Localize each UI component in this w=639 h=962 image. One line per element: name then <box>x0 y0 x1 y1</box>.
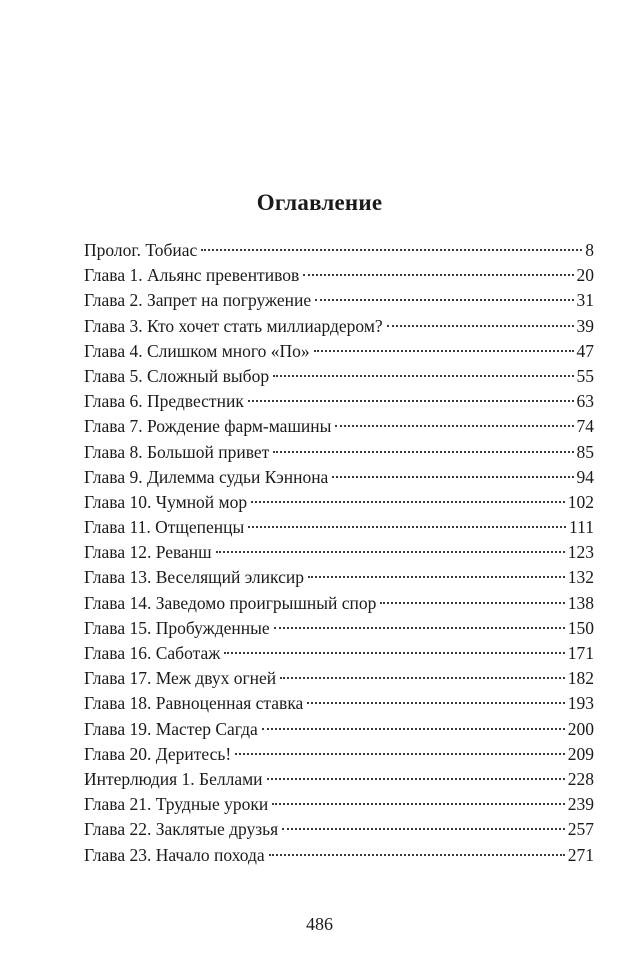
toc-entry-page: 8 <box>585 240 594 260</box>
toc-entry-page: 123 <box>567 542 594 563</box>
toc-entry-title: Глава 9. Дилемма судьи Кэннона <box>84 466 329 487</box>
dot-leader <box>235 753 565 755</box>
toc-entry <box>84 641 594 666</box>
dot-leader <box>262 728 565 730</box>
toc-entry <box>84 414 594 439</box>
toc-entry <box>84 339 594 364</box>
toc-entry <box>84 591 594 616</box>
toc-entry-title: Глава 2. Запрет на погружение <box>84 290 312 311</box>
dot-leader <box>307 702 564 704</box>
page-title: Оглавление <box>256 190 383 215</box>
toc-entry <box>84 490 594 515</box>
dot-leader <box>267 778 565 780</box>
toc-entry-page: 171 <box>567 643 594 663</box>
toc-entry-page: 31 <box>576 290 594 311</box>
toc-entry-page: 193 <box>567 693 594 714</box>
toc-entry-title: Глава 11. Отщепенцы <box>84 517 245 538</box>
dot-leader <box>314 350 574 352</box>
toc-entry <box>84 767 594 792</box>
toc-entry-page: 102 <box>567 491 594 512</box>
toc-entry <box>84 364 594 389</box>
toc-entry-title: Глава 17. Меж двух огней <box>84 668 277 689</box>
toc-entry-title: Глава 10. Чумной мор <box>84 491 248 512</box>
toc-entry-page: 132 <box>567 567 594 588</box>
toc-entry <box>84 440 594 465</box>
toc-entry-title: Глава 21. Трудные уроки <box>84 794 269 815</box>
toc-entry-title: Глава 6. Предвестник <box>84 391 244 412</box>
dot-leader <box>282 828 565 830</box>
toc-entry-title: Глава 18. Равноценная ставка <box>84 693 304 714</box>
toc-entry <box>84 843 594 868</box>
toc-entry-page: 200 <box>567 718 594 739</box>
toc-entry <box>84 691 594 716</box>
toc-entry <box>84 717 594 742</box>
toc-entry-page: 63 <box>576 391 594 412</box>
toc-entry-page: 257 <box>567 819 594 840</box>
toc-entry-title: Глава 15. Пробужденные <box>84 617 270 638</box>
table-of-contents <box>84 238 594 868</box>
toc-entry-page: 138 <box>567 592 594 613</box>
toc-entry-title: Интерлюдия 1. Беллами <box>84 768 263 789</box>
toc-entry-title: Глава 5. Сложный выбор <box>84 365 270 386</box>
toc-entry <box>84 540 594 565</box>
toc-entry <box>84 465 594 490</box>
dot-leader <box>273 375 573 377</box>
dot-leader <box>280 677 565 679</box>
toc-entry-title: Глава 20. Деритесь! <box>84 743 232 764</box>
dot-leader <box>224 652 564 654</box>
toc-entry-page: 271 <box>567 844 594 865</box>
dot-leader <box>201 249 582 251</box>
toc-entry-page: 239 <box>567 794 594 815</box>
toc-entry-page: 39 <box>576 315 594 336</box>
dot-leader <box>269 854 565 856</box>
dot-leader <box>308 576 565 578</box>
dot-leader <box>216 551 565 553</box>
dot-leader <box>273 451 573 453</box>
toc-entry-title: Глава 3. Кто хочет стать миллиардером? <box>84 315 383 336</box>
dot-leader <box>315 299 573 301</box>
toc-entry-title: Глава 4. Слишком много «По» <box>84 340 310 361</box>
toc-entry <box>84 389 594 414</box>
toc-entry-page: 85 <box>576 441 594 462</box>
toc-entry-title: Глава 16. Саботаж <box>84 643 221 663</box>
dot-leader <box>274 627 565 629</box>
toc-entry-title: Глава 12. Реванш <box>84 542 212 563</box>
toc-entry-page: 47 <box>576 340 594 361</box>
toc-entry <box>84 515 594 540</box>
toc-entry-page: 182 <box>567 668 594 689</box>
toc-entry <box>84 288 594 313</box>
page-number: 486 <box>306 914 333 934</box>
toc-entry-page: 150 <box>567 617 594 638</box>
toc-entry-page: 209 <box>567 743 594 764</box>
toc-entry-page: 55 <box>576 365 594 386</box>
toc-entry-title: Пролог. Тобиас <box>84 240 198 260</box>
toc-entry-title: Глава 1. Альянс превентивов <box>84 265 300 286</box>
toc-entry-title: Глава 13. Веселящий эликсир <box>84 567 304 588</box>
toc-entry-page: 20 <box>576 265 594 286</box>
toc-entry-title: Глава 14. Заведомо проигрышный спор <box>84 592 377 613</box>
toc-entry-title: Глава 22. Заклятые друзья <box>84 819 279 840</box>
toc-entry <box>84 817 594 842</box>
dot-leader <box>272 803 565 805</box>
dot-leader <box>335 425 573 427</box>
dot-leader <box>387 325 574 327</box>
toc-entry-page: 94 <box>576 466 594 487</box>
toc-entry <box>84 314 594 339</box>
toc-entry <box>84 742 594 767</box>
dot-leader <box>303 274 573 276</box>
toc-entry-page: 111 <box>569 517 594 538</box>
toc-entry-title: Глава 23. Начало похода <box>84 844 265 865</box>
toc-entry <box>84 238 594 263</box>
toc-entry-title: Глава 19. Мастер Сагда <box>84 718 258 739</box>
toc-entry <box>84 565 594 590</box>
toc-entry-page: 228 <box>567 768 594 789</box>
dot-leader <box>380 602 564 604</box>
dot-leader <box>332 476 573 478</box>
toc-entry <box>84 666 594 691</box>
dot-leader <box>248 400 574 402</box>
toc-entry-title: Глава 8. Большой привет <box>84 441 270 462</box>
toc-entry <box>84 792 594 817</box>
toc-entry-page: 74 <box>576 416 594 437</box>
dot-leader <box>248 526 566 528</box>
dot-leader <box>251 501 565 503</box>
toc-entry <box>84 263 594 288</box>
toc-entry-title: Глава 7. Рождение фарм-машины <box>84 416 332 437</box>
toc-entry <box>84 616 594 641</box>
